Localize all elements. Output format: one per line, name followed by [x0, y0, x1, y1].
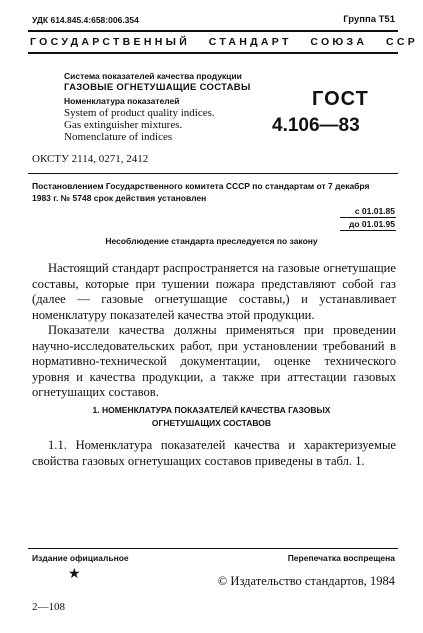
paragraph-usage: Показатели качества должны применяться при проведении научно-исследовательских работ, при установлении требований в нормативно-технической документации, оценке технического уровня и качества продукции, а также при аттестации газовых огнетушащих составов.	[32, 323, 396, 399]
date-rule-2	[340, 230, 396, 231]
udk-code: УДК 614.845.4:658:006.354	[32, 15, 139, 25]
okstu-code: ОКСТУ 2114, 0271, 2412	[32, 153, 149, 165]
clause-paragraph	[32, 438, 396, 469]
reprint-prohibited: Перепечатка воспрещена	[287, 553, 395, 563]
effective-from: с 01.01.85	[354, 206, 395, 216]
date-rule-1	[340, 217, 396, 218]
system-line: Система показателей качества продукции	[64, 71, 242, 81]
page-number: 2—108	[32, 601, 65, 613]
gost-number: 4.106—83	[272, 115, 360, 136]
section-title-2: ОГНЕТУШАЩИХ СОСТАВОВ	[151, 418, 272, 428]
title-en-3: Nomenclature of indices	[64, 131, 173, 143]
gost-label: ГОСТ	[312, 88, 369, 110]
intro-paragraph	[32, 261, 396, 323]
title-en-1: System of product quality indices.	[64, 107, 215, 119]
footer-rule	[28, 548, 398, 549]
effective-to: до 01.01.95	[348, 219, 395, 229]
decree-line-2: 1983 г. № 5748 срок действия установлен	[32, 193, 207, 203]
document-title: ГАЗОВЫЕ ОГНЕТУШАЩИЕ СОСТАВЫ	[64, 82, 251, 93]
top-rule	[28, 30, 398, 32]
okstu-rule	[28, 173, 398, 174]
paragraph-scope: Настоящий стандарт распространяется на газовые огнетушащие составы, которые при тушении пожара представляют собой газ (далее — газовые огнетушащие составы,) и устанавливает номенклатуру показателей качества этой продукции.	[32, 261, 396, 322]
usage-paragraph	[32, 323, 396, 401]
header-rule	[28, 52, 398, 54]
star-icon: ★	[68, 567, 81, 582]
standard-title: ГОСУДАРСТВЕННЫЙ СТАНДАРТ СОЮЗА ССР	[30, 36, 419, 48]
paragraph-clause-1-1: 1.1. Номенклатура показателей качества и характеризуемые свойства газовых огнетушащих составов приведены в табл. 1.	[32, 438, 396, 468]
group-code: Группа Т51	[343, 14, 395, 25]
section-title-1: 1. НОМЕНКЛАТУРА ПОКАЗАТЕЛЕЙ КАЧЕСТВА ГАЗОВЫХ	[92, 405, 331, 415]
decree-line-1: Постановлением Государственного комитета СССР по стандартам от 7 декабря	[32, 181, 370, 191]
copyright: © Издательство стандартов, 1984	[217, 574, 395, 588]
document-subtitle: Номенклатура показателей	[64, 96, 180, 106]
official-edition: Издание официальное	[32, 553, 129, 563]
legal-warning: Несоблюдение стандарта преследуется по закону	[105, 236, 318, 246]
title-en-2: Gas extinguisher mixtures.	[64, 119, 183, 131]
